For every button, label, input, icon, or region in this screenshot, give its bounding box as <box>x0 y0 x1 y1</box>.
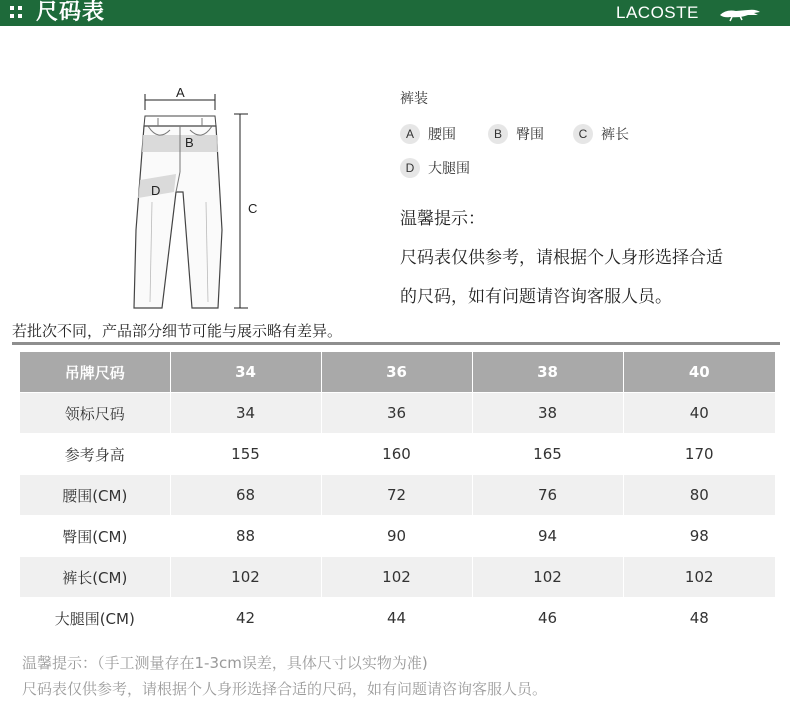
header-bar <box>0 0 790 26</box>
header-cell: 38 <box>472 352 623 393</box>
table-cell: 42 <box>170 598 321 639</box>
header-cell: 36 <box>321 352 472 393</box>
marker-a: A <box>176 85 185 100</box>
row-label: 领标尺码 <box>20 393 170 434</box>
marker-d: D <box>151 183 161 198</box>
table-cell: 98 <box>623 516 775 557</box>
legend-label-c: 裤长 <box>601 127 629 143</box>
table-cell: 165 <box>472 434 623 475</box>
table-cell: 40 <box>623 393 775 434</box>
table-cell: 48 <box>623 598 775 639</box>
header-cell: 吊牌尺码 <box>20 352 170 393</box>
table-cell: 102 <box>170 557 321 598</box>
table-cell: 170 <box>623 434 775 475</box>
table-cell: 34 <box>170 393 321 434</box>
row-label: 裤长(CM) <box>20 557 170 598</box>
table-cell: 38 <box>472 393 623 434</box>
table-header-row <box>20 352 775 393</box>
row-label: 臀围(CM) <box>20 516 170 557</box>
size-table <box>20 352 775 639</box>
header-cell: 40 <box>623 352 775 393</box>
table-row <box>20 557 775 598</box>
brand-name: LACOSTE <box>616 3 699 22</box>
marker-b: B <box>185 135 194 150</box>
table-cell: 72 <box>321 475 472 516</box>
marker-c: C <box>248 201 258 216</box>
legend-key-b: B <box>488 124 508 144</box>
crocodile-logo-icon <box>718 3 762 23</box>
table-cell: 46 <box>472 598 623 639</box>
legend-key-c: C <box>573 124 593 144</box>
legend-label-d: 大腿围 <box>428 161 470 177</box>
tips-line-1: 尺码表仅供参考，请根据个人身形选择合适 <box>400 248 723 268</box>
table-cell: 44 <box>321 598 472 639</box>
legend-label-b: 臀围 <box>516 127 544 143</box>
grid-dots-icon <box>10 6 22 18</box>
legend-item-d <box>400 158 470 178</box>
table-cell: 160 <box>321 434 472 475</box>
table-cell: 155 <box>170 434 321 475</box>
table-cell: 94 <box>472 516 623 557</box>
table-row <box>20 393 775 434</box>
legend-key-d: D <box>400 158 420 178</box>
table-cell: 88 <box>170 516 321 557</box>
table-row <box>20 434 775 475</box>
legend-item-a <box>400 124 456 144</box>
table-row <box>20 516 775 557</box>
row-label: 腰围(CM) <box>20 475 170 516</box>
table-cell: 90 <box>321 516 472 557</box>
tips-line-2: 的尺码，如有问题请咨询客服人员。 <box>400 287 672 307</box>
table-cell: 102 <box>472 557 623 598</box>
table-row <box>20 598 775 639</box>
footer-tip-2: 尺码表仅供参考，请根据个人身形选择合适的尺码，如有问题请咨询客服人员。 <box>22 680 548 698</box>
table-cell: 36 <box>321 393 472 434</box>
table-row <box>20 475 775 516</box>
batch-note: 若批次不同，产品部分细节可能与展示略有差异。 <box>12 322 343 340</box>
legend-key-a: A <box>400 124 420 144</box>
table-cell: 80 <box>623 475 775 516</box>
pants-diagram <box>128 82 268 314</box>
table-cell: 68 <box>170 475 321 516</box>
legend-item-c <box>573 124 629 144</box>
legend-category: 裤装 <box>400 91 428 107</box>
tips-heading: 温馨提示： <box>400 209 485 229</box>
table-cell: 76 <box>472 475 623 516</box>
legend-label-a: 腰围 <box>428 127 456 143</box>
table-cell: 102 <box>321 557 472 598</box>
header-cell: 34 <box>170 352 321 393</box>
page-title: 尺码表 <box>36 0 106 25</box>
row-label: 参考身高 <box>20 434 170 475</box>
legend-item-b <box>488 124 544 144</box>
divider <box>12 342 780 345</box>
table-cell: 102 <box>623 557 775 598</box>
footer-tip-1: 温馨提示：（手工测量存在1-3cm误差，具体尺寸以实物为准) <box>22 654 428 672</box>
row-label: 大腿围(CM) <box>20 598 170 639</box>
